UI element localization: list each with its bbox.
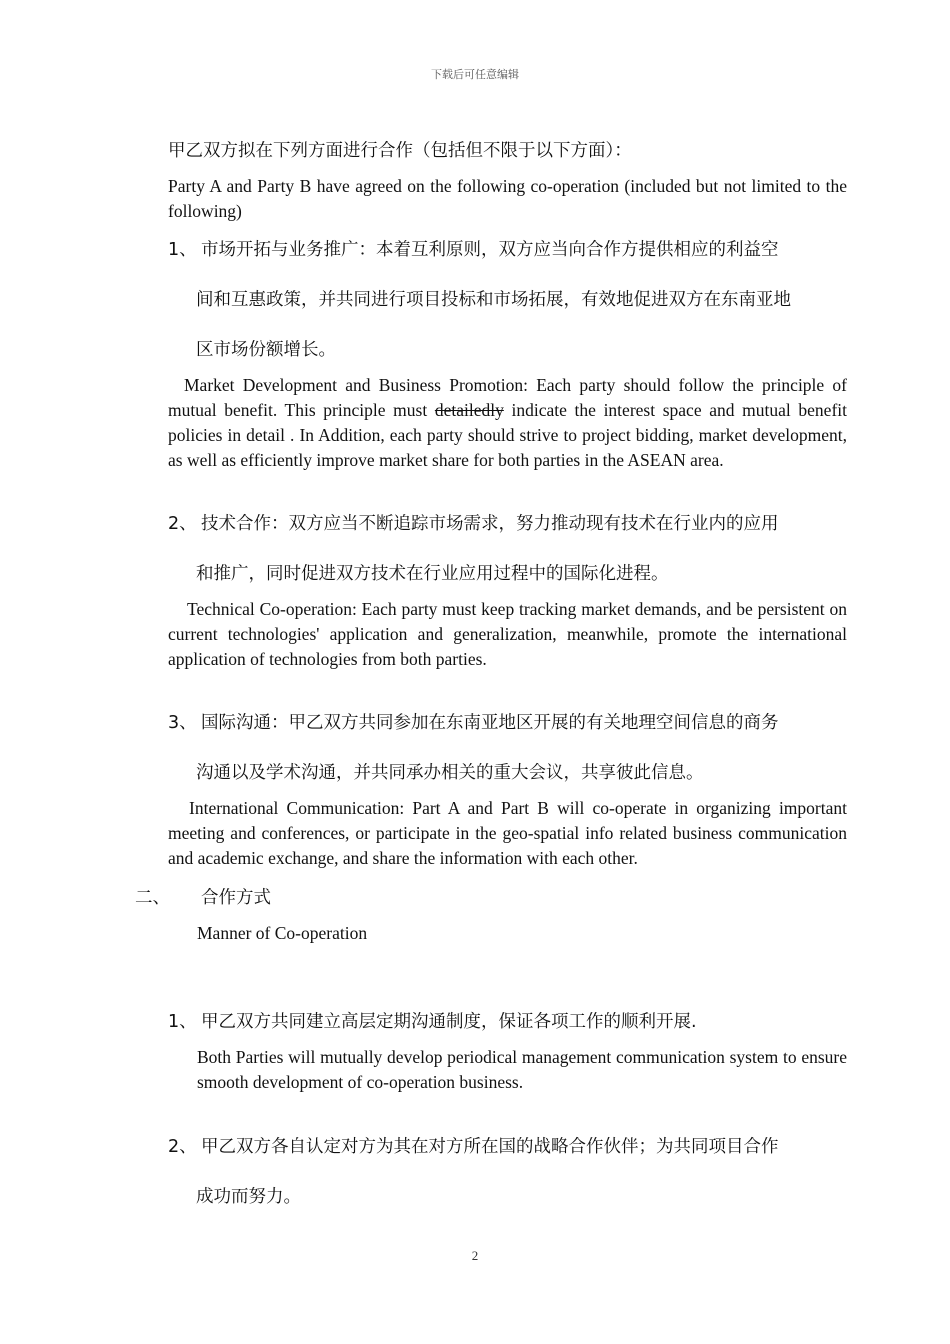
section-2-item-1-number: 1、 [168,1012,197,1032]
item-2-zh-line-1: 2、 技术合作：双方应当不断追踪市场需求，努力推动现有技术在行业内的应用 [168,511,779,537]
item-3-zh-line-2: 沟通以及学术沟通，并共同承办相关的重大会议，共享彼此信息。 [196,763,704,783]
item-2-zh-line-2: 和推广，同时促进双方技术在行业应用过程中的国际化进程。 [196,564,669,584]
section-2-item-2-zh-line-2: 成功而努力。 [196,1187,301,1207]
item-2-en: Technical Co-operation: Each party must keep tracking market demands, and be persistent on current technologies' application and generalization, meanwhile, promote the international application of technologies from both parties. [168,599,847,669]
item-3-number: 3、 [168,713,197,733]
item-3-zh-line-1: 3、 国际沟通：甲乙双方共同参加在东南亚地区开展的有关地理空间信息的商务 [168,710,779,736]
section-2-item-2-number: 2、 [168,1137,197,1157]
item-1-zh-line-3: 区市场份额增长。 [196,340,336,360]
section-2-title-en: Manner of Co-operation [197,923,368,943]
section-2-item-2-zh-line-1: 2、 甲乙双方各自认定对方为其在对方所在国的战略合作伙伴；为共同项目合作 [168,1134,779,1160]
item-3-en: International Communication: Part A and Part B will co-operate in organizing important meeting and conferences, or participate in the geo-spatial info related business communication and academic exchange, and share the information with each other. [168,798,847,868]
item-1-number: 1、 [168,240,197,260]
section-2-item-1-en: Both Parties will mutually develop periodical management communication system to ensure smooth development of co-operation business. [197,1047,847,1092]
item-1-zh-line-2: 间和互惠政策，并共同进行项目投标和市场拓展，有效地促进双方在东南亚地 [196,290,791,310]
section-2-title-zh: 合作方式 [201,888,271,908]
item-1-en: Market Development and Business Promotion: Each party should follow the principle of mutual benefit. This principle must detailedly indicate the interest space and mutual benefit policies in detail . In Addition, each party should strive to project bidding, market development, as well as efficiently improve market share for both parties in the ASEAN area. [168,375,847,470]
section-2-number: 二、 [135,888,170,908]
item-2-number: 2、 [168,514,197,534]
intro-en: Party A and Party B have agreed on the following co-operation (included but not limited to the following) [168,176,847,221]
section-2-item-1-zh: 1、 甲乙双方共同建立高层定期沟通制度，保证各项工作的顺利开展. [168,1009,697,1035]
page-header: 下载后可任意编辑 [431,68,519,81]
page-number: 2 [471,1248,479,1263]
struck-word: detailedly [434,400,504,420]
item-1-zh-line-1: 1、 市场开拓与业务推广：本着互利原则，双方应当向合作方提供相应的利益空 [168,237,779,263]
intro-zh: 甲乙双方拟在下列方面进行合作（包括但不限于以下方面）： [168,141,632,161]
